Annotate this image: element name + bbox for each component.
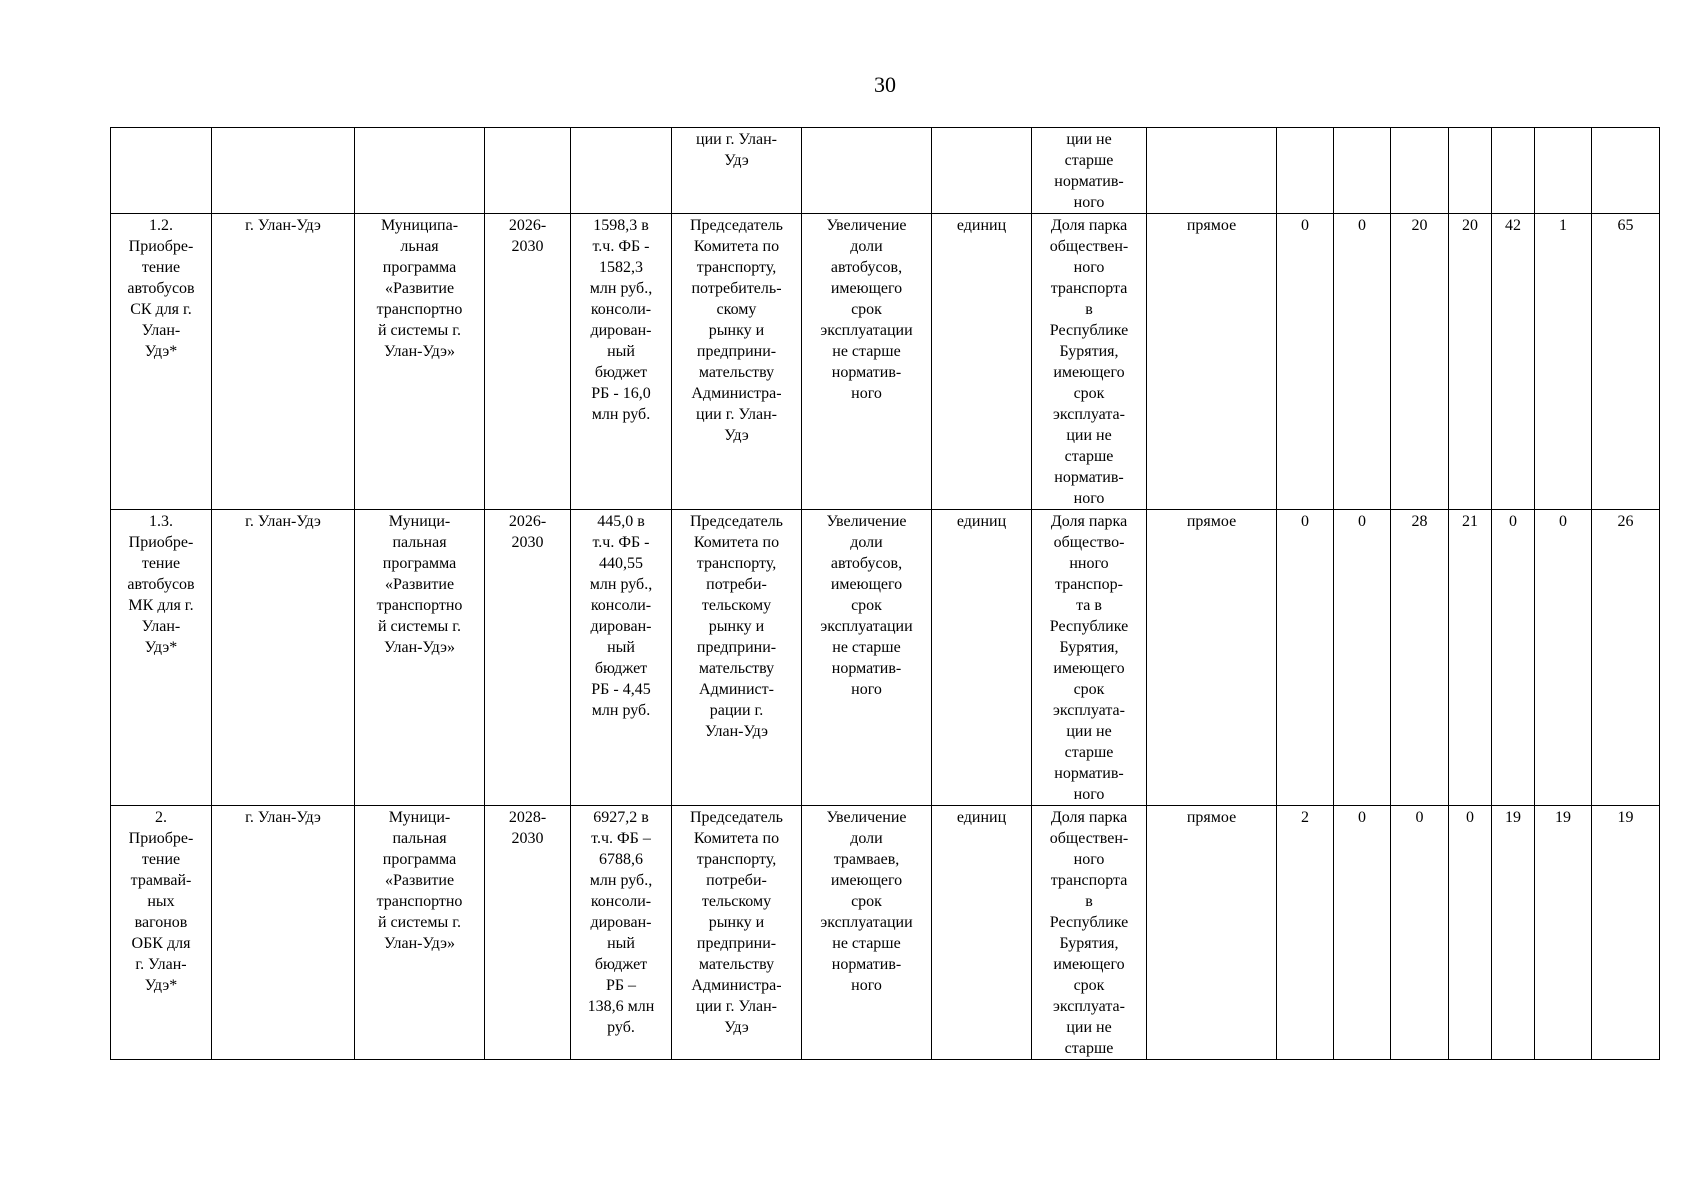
cell-value: 0 xyxy=(1449,806,1492,1060)
cell-program: Муниципа- льная программа «Развитие транспортно й системы г. Улан-Удэ» xyxy=(355,214,485,510)
cell-funding: 6927,2 в т.ч. ФБ – 6788,6 млн руб., консоли- дирован- ный бюджет РБ – 138,6 млн руб. xyxy=(571,806,672,1060)
cell-value: 19 xyxy=(1492,806,1535,1060)
cell-effect xyxy=(1147,128,1277,214)
cell-indicator: ции не старше норматив- ного xyxy=(1032,128,1147,214)
cell-unit xyxy=(932,128,1032,214)
cell-value: 0 xyxy=(1277,510,1334,806)
table-row xyxy=(111,806,1660,1060)
cell-value: 42 xyxy=(1492,214,1535,510)
cell-event: 1.2. Приобре- тение автобусов СК для г. Улан- Удэ* xyxy=(111,214,212,510)
cell-period xyxy=(485,128,571,214)
cell-result: Увеличение доли автобусов, имеющего срок эксплуатации не старше норматив- ного xyxy=(802,510,932,806)
cell-indicator: Доля парка обществен- ного транспорта в Республике Бурятия, имеющего срок эксплуата- ции не старше xyxy=(1032,806,1147,1060)
cell-value: 21 xyxy=(1449,510,1492,806)
table-row-continuation xyxy=(111,128,1660,214)
cell-event xyxy=(111,128,212,214)
cell-indicator: Доля парка общество- нного транспор- та в Республике Бурятия, имеющего срок эксплуата- ции не старше норматив- ного xyxy=(1032,510,1147,806)
cell-value: 0 xyxy=(1334,806,1391,1060)
cell-responsible: Председатель Комитета по транспорту, потреби- тельскому рынку и предприни- мательству Админист- рации г. Улан-Удэ xyxy=(672,510,802,806)
cell-result: Увеличение доли трамваев, имеющего срок эксплуатации не старше норматив- ного xyxy=(802,806,932,1060)
cell-effect: прямое xyxy=(1147,806,1277,1060)
cell-period: 2026- 2030 xyxy=(485,510,571,806)
cell-value xyxy=(1592,128,1660,214)
table-row xyxy=(111,214,1660,510)
cell-funding: 1598,3 в т.ч. ФБ - 1582,3 млн руб., консоли- дирован- ный бюджет РБ - 16,0 млн руб. xyxy=(571,214,672,510)
cell-value xyxy=(1492,128,1535,214)
cell-value: 0 xyxy=(1535,510,1592,806)
cell-value: 20 xyxy=(1391,214,1449,510)
cell-period: 2026- 2030 xyxy=(485,214,571,510)
cell-municipality: г. Улан-Удэ xyxy=(212,214,355,510)
cell-program: Муници- пальная программа «Развитие транспортно й системы г. Улан-Удэ» xyxy=(355,510,485,806)
program-table xyxy=(110,127,1660,1060)
cell-indicator: Доля парка обществен- ного транспорта в Республике Бурятия, имеющего срок эксплуата- ции не старше норматив- ного xyxy=(1032,214,1147,510)
cell-effect: прямое xyxy=(1147,214,1277,510)
table-row xyxy=(111,510,1660,806)
cell-municipality: г. Улан-Удэ xyxy=(212,806,355,1060)
cell-value: 20 xyxy=(1449,214,1492,510)
cell-value: 19 xyxy=(1535,806,1592,1060)
page-number: 30 xyxy=(874,72,896,97)
cell-responsible: Председатель Комитета по транспорту, потреби- тельскому рынку и предприни- мательству Администра- ции г. Улан- Удэ xyxy=(672,806,802,1060)
cell-value: 26 xyxy=(1592,510,1660,806)
cell-result: Увеличение доли автобусов, имеющего срок эксплуатации не старше норматив- ного xyxy=(802,214,932,510)
cell-municipality: г. Улан-Удэ xyxy=(212,510,355,806)
cell-value: 19 xyxy=(1592,806,1660,1060)
cell-value: 0 xyxy=(1334,510,1391,806)
cell-responsible: ции г. Улан- Удэ xyxy=(672,128,802,214)
cell-value xyxy=(1277,128,1334,214)
cell-value: 1 xyxy=(1535,214,1592,510)
cell-effect: прямое xyxy=(1147,510,1277,806)
cell-value: 65 xyxy=(1592,214,1660,510)
cell-value: 0 xyxy=(1277,214,1334,510)
cell-program: Муници- пальная программа «Развитие транспортно й системы г. Улан-Удэ» xyxy=(355,806,485,1060)
cell-value xyxy=(1449,128,1492,214)
cell-period: 2028- 2030 xyxy=(485,806,571,1060)
cell-unit: единиц xyxy=(932,806,1032,1060)
cell-unit: единиц xyxy=(932,214,1032,510)
cell-value xyxy=(1535,128,1592,214)
cell-event: 2. Приобре- тение трамвай- ных вагонов ОБК для г. Улан- Удэ* xyxy=(111,806,212,1060)
cell-funding: 445,0 в т.ч. ФБ - 440,55 млн руб., консоли- дирован- ный бюджет РБ - 4,45 млн руб. xyxy=(571,510,672,806)
cell-value: 2 xyxy=(1277,806,1334,1060)
cell-value: 28 xyxy=(1391,510,1449,806)
cell-value xyxy=(1334,128,1391,214)
cell-funding xyxy=(571,128,672,214)
cell-municipality xyxy=(212,128,355,214)
cell-value: 0 xyxy=(1334,214,1391,510)
cell-program xyxy=(355,128,485,214)
cell-value xyxy=(1391,128,1449,214)
cell-event: 1.3. Приобре- тение автобусов МК для г. Улан- Удэ* xyxy=(111,510,212,806)
cell-unit: единиц xyxy=(932,510,1032,806)
cell-value: 0 xyxy=(1391,806,1449,1060)
cell-responsible: Председатель Комитета по транспорту, потребитель- скому рынку и предприни- мательству Администра- ции г. Улан- Удэ xyxy=(672,214,802,510)
cell-value: 0 xyxy=(1492,510,1535,806)
cell-result xyxy=(802,128,932,214)
